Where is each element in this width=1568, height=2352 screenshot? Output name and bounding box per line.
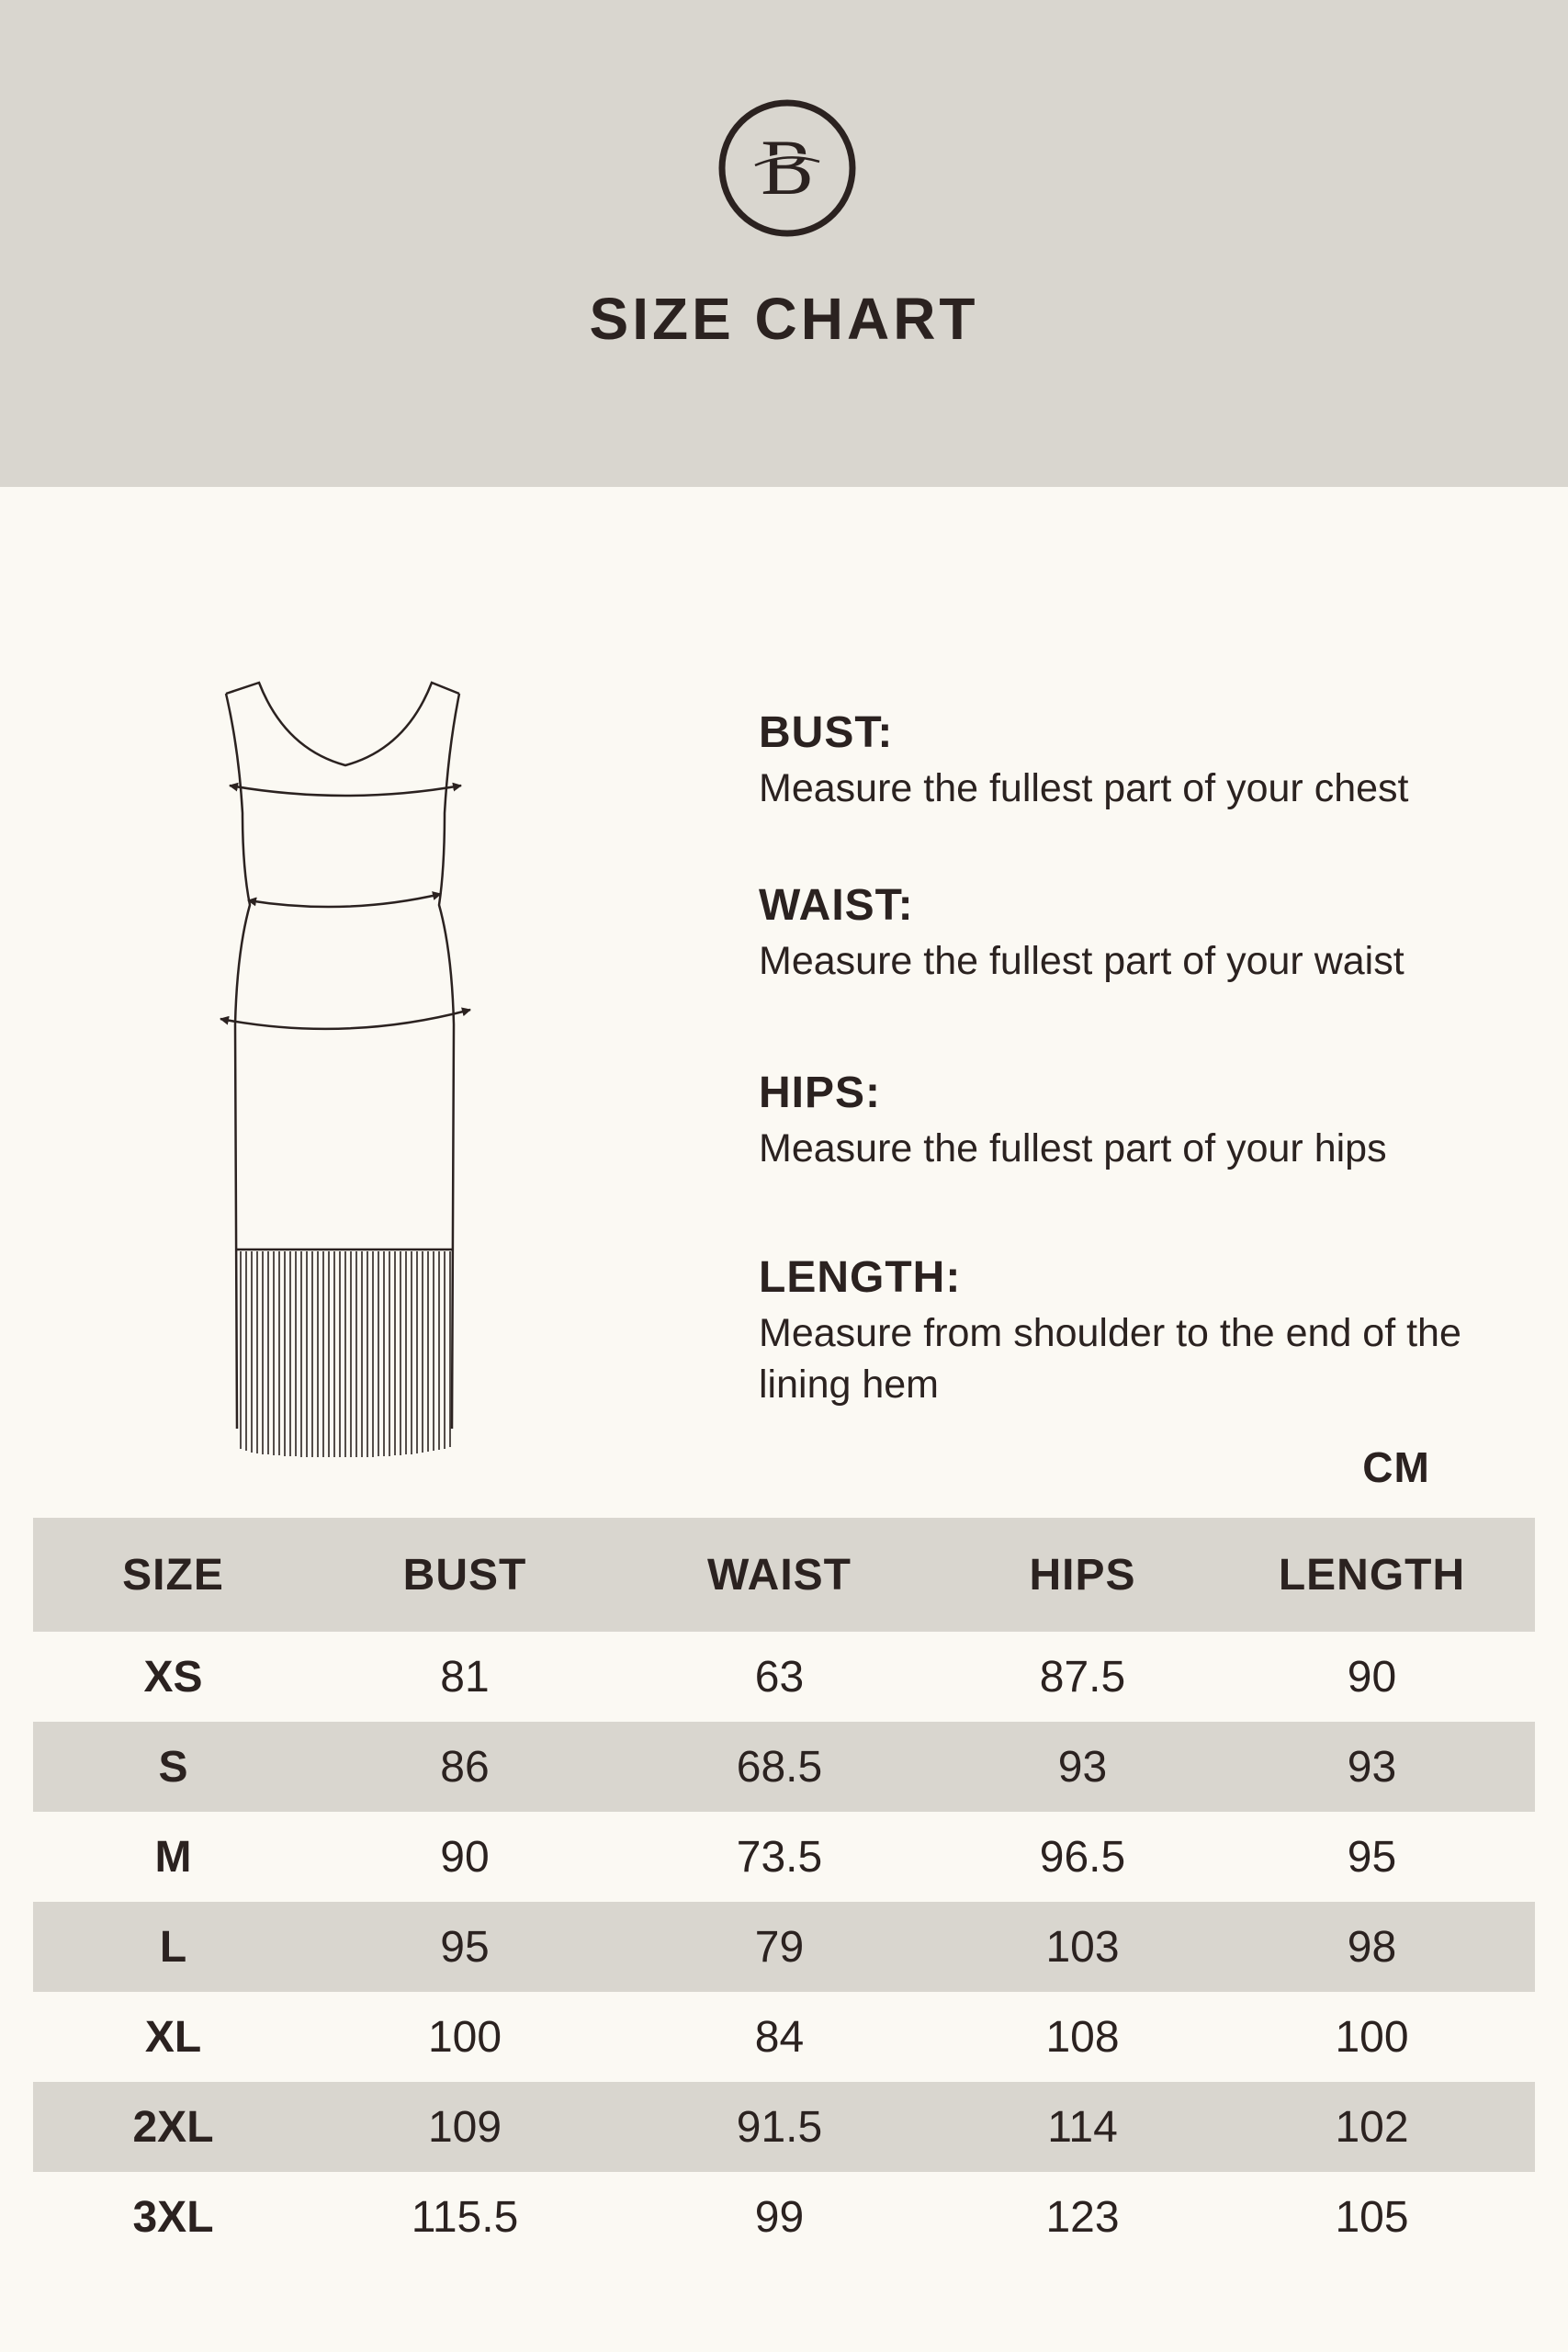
- header-hips: HIPS: [1029, 1550, 1136, 1600]
- waist-guide: [759, 880, 1530, 987]
- hips-cell: 93: [1057, 1742, 1108, 1792]
- size-cell: S: [158, 1742, 188, 1792]
- bust-cell: 109: [427, 2102, 502, 2152]
- length-cell: 93: [1347, 1742, 1397, 1792]
- header-bust: BUST: [402, 1550, 527, 1600]
- hips-cell: 103: [1045, 1922, 1120, 1972]
- hips-guide-description: Measure the fullest part of your hips: [759, 1126, 1387, 1170]
- size-cell: M: [154, 1832, 192, 1882]
- length-guide: [759, 1252, 1512, 1410]
- size-cell: L: [159, 1922, 187, 1972]
- table-row: [33, 1902, 1535, 1992]
- table-row: [33, 2082, 1535, 2172]
- waist-cell: 91.5: [736, 2102, 823, 2152]
- logo-letter: B: [761, 123, 814, 211]
- table-header-row: [33, 1518, 1535, 1632]
- bust-cell: 81: [440, 1652, 490, 1702]
- waist-guide-description: Measure the fullest part of your waist: [759, 939, 1404, 983]
- hips-guide-label: HIPS:: [759, 1069, 882, 1117]
- brand-logo: [718, 99, 856, 237]
- length-guide-description: Measure from shoulder to the end of the lining hem: [759, 1311, 1461, 1407]
- waist-cell: 84: [754, 2012, 805, 2062]
- header-size: SIZE: [122, 1550, 224, 1600]
- size-cell: XS: [143, 1652, 203, 1702]
- page-title: SIZE CHART: [589, 286, 979, 352]
- table-row: [33, 1632, 1535, 1722]
- length-cell: 98: [1347, 1922, 1397, 1972]
- table-row: [33, 1812, 1535, 1902]
- waist-cell: 63: [754, 1652, 805, 1702]
- size-cell: 2XL: [132, 2102, 214, 2152]
- bust-cell: 95: [440, 1922, 490, 1972]
- bust-cell: 115.5: [411, 2192, 519, 2242]
- table-row: [33, 1722, 1535, 1812]
- length-cell: 102: [1335, 2102, 1409, 2152]
- hips-cell: 96.5: [1039, 1832, 1126, 1882]
- size-cell: 3XL: [132, 2192, 214, 2242]
- bust-cell: 100: [427, 2012, 502, 2062]
- table-row: [33, 2172, 1535, 2262]
- size-table: [33, 1518, 1535, 2262]
- hips-cell: 123: [1045, 2192, 1120, 2242]
- waist-measure-line: [248, 894, 441, 907]
- waist-cell: 73.5: [736, 1832, 823, 1882]
- hips-cell: 114: [1047, 2102, 1118, 2152]
- hips-cell: 108: [1045, 2012, 1120, 2062]
- header-length: LENGTH: [1278, 1550, 1466, 1600]
- header-waist: WAIST: [707, 1550, 852, 1600]
- length-cell: 95: [1347, 1832, 1397, 1882]
- waist-cell: 79: [754, 1922, 805, 1972]
- waist-guide-label: WAIST:: [759, 881, 914, 930]
- waist-cell: 99: [754, 2192, 805, 2242]
- length-cell: 105: [1335, 2192, 1409, 2242]
- bust-guide-description: Measure the fullest part of your chest: [759, 766, 1409, 810]
- length-guide-label: LENGTH:: [759, 1253, 962, 1302]
- fringe: [241, 1251, 450, 1457]
- waist-cell: 68.5: [736, 1742, 823, 1792]
- bust-cell: 90: [440, 1832, 490, 1882]
- bust-cell: 86: [440, 1742, 490, 1792]
- hips-cell: 87.5: [1039, 1652, 1126, 1702]
- hips-guide: [759, 1068, 1530, 1174]
- header-band: [0, 0, 1568, 487]
- bust-guide-label: BUST:: [759, 708, 894, 757]
- dress-diagram: [202, 675, 496, 1465]
- table-row: [33, 1992, 1535, 2082]
- length-cell: 90: [1347, 1652, 1397, 1702]
- unit-label: CM: [1362, 1443, 1430, 1491]
- size-cell: XL: [144, 2012, 202, 2062]
- bust-measure-line: [230, 786, 461, 796]
- hips-measure-line: [220, 1010, 470, 1029]
- length-cell: 100: [1335, 2012, 1409, 2062]
- bust-guide: [759, 707, 1530, 814]
